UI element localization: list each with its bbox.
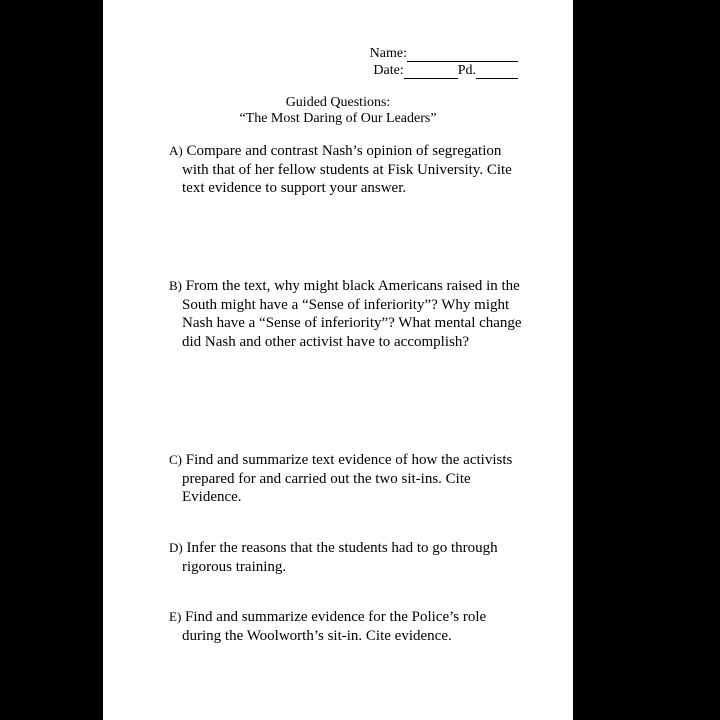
question-a xyxy=(169,142,529,198)
question-b xyxy=(169,277,529,351)
date-blank[interactable] xyxy=(404,65,458,79)
question-text: Find and summarize text evidence of how the activists prepared for and carried out the two sit-ins. Cite Evidence. xyxy=(182,452,513,505)
question-e xyxy=(169,608,529,645)
question-text: From the text, why might black Americans raised in the South might have a “Sense of inferiority”? Why might Nash have a “Sense of inferiority”? What mental change did Nash and other activist have to accomplish? xyxy=(182,278,522,350)
question-letter: A) xyxy=(169,143,183,158)
worksheet-title: Guided Questions: xyxy=(285,95,391,110)
question-letter: B) xyxy=(169,278,182,293)
date-line xyxy=(370,62,518,79)
name-line xyxy=(370,45,518,62)
question-letter: C) xyxy=(169,452,182,467)
name-label: Name: xyxy=(369,46,407,61)
question-letter: E) xyxy=(169,609,182,624)
name-blank[interactable] xyxy=(407,48,518,62)
question-text: Compare and contrast Nash’s opinion of segregation with that of her fellow students at Fisk University. Cite text evidence to support your answer. xyxy=(182,143,512,196)
worksheet-page xyxy=(103,0,573,720)
question-c xyxy=(169,451,529,507)
date-label: Date: xyxy=(373,63,404,78)
student-info-header xyxy=(370,45,518,79)
question-text: Infer the reasons that the students had to go through rigorous training. xyxy=(182,540,498,575)
worksheet-subtitle: “The Most Daring of Our Leaders” xyxy=(239,111,437,126)
pd-blank[interactable] xyxy=(476,65,518,79)
question-d xyxy=(169,539,529,576)
pd-label: Pd. xyxy=(457,63,476,78)
question-text: Find and summarize evidence for the Police’s role during the Woolworth’s sit-in. Cite evidence. xyxy=(182,609,487,644)
question-letter: D) xyxy=(169,540,183,555)
